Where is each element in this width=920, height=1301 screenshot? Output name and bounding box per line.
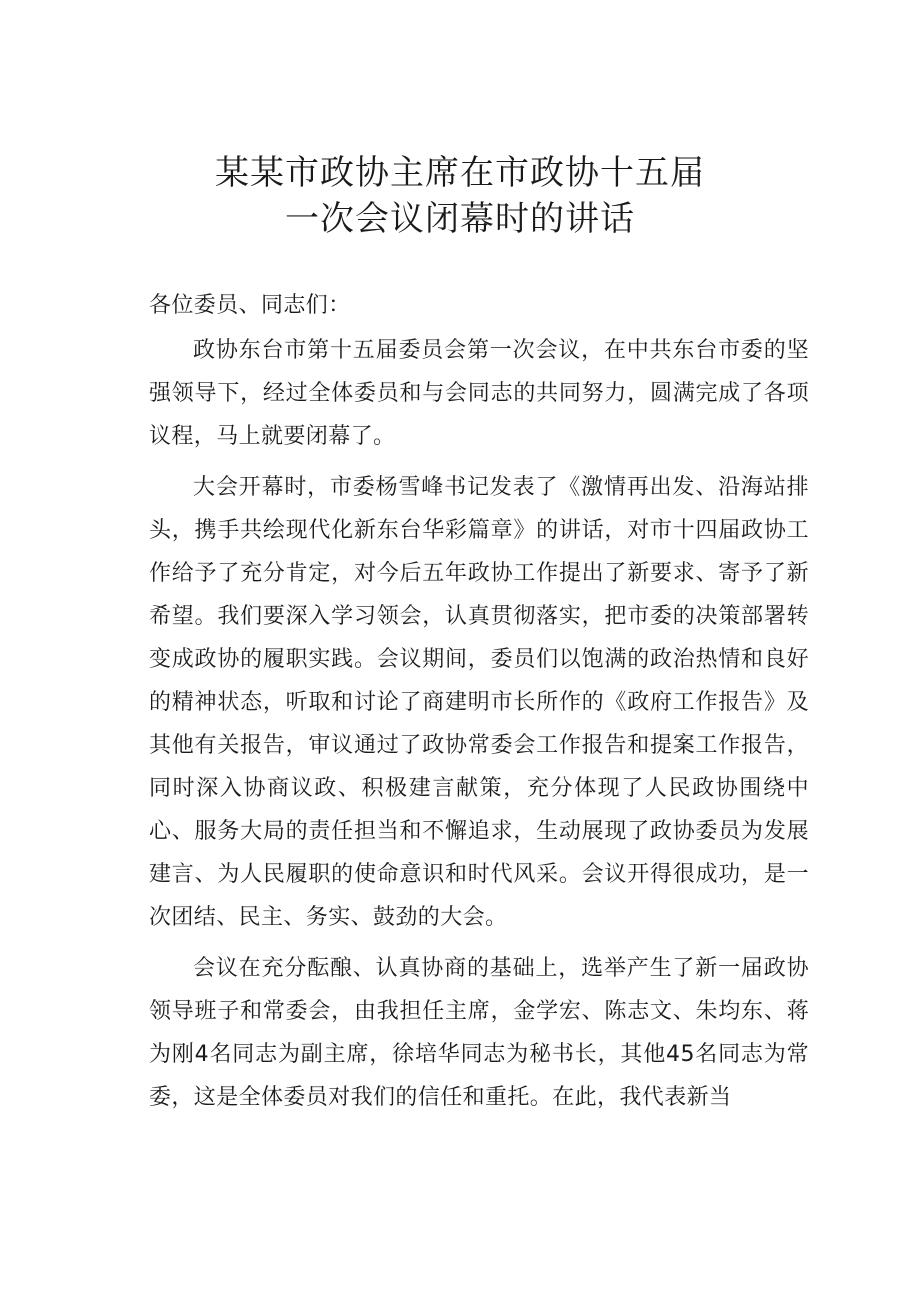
document-title	[0, 150, 920, 242]
document-body	[149, 284, 809, 1127]
salutation: 各位委员、同志们：	[149, 293, 351, 318]
title-line-2: 一次会议闭幕时的讲话	[285, 199, 635, 239]
title-line-1: 某某市政协主席在市政协十五届	[215, 153, 705, 193]
paragraph-1: 政协东台市第十五届委员会第一次会议，在中共东台市委的坚强领导下，经过全体委员和与会同志的共同努力，圆满完成了各项议程，马上就要闭幕了。	[149, 338, 809, 449]
paragraph-3: 会议在充分酝酿、认真协商的基础上，选举产生了新一届政协领导班子和常委会，由我担任主席，金学宏、陈志文、朱均东、蒋为刚4名同志为副主席，徐培华同志为秘书长，其他45名同志为常委，这是全体委员对我们的信任和重托。在此，我代表新当	[149, 956, 809, 1110]
paragraph-2: 大会开幕时，市委杨雪峰书记发表了《激情再出发、沿海站排头，携手共绘现代化新东台华彩篇章》的讲话，对市十四届政协工作给予了充分肯定，对今后五年政协工作提出了新要求、寄予了新希望。我们要深入学习领会，认真贯彻落实，把市委的决策部署转变成政协的履职实践。会议期间，委员们以饱满的政治热情和良好的精神状态，听取和讨论了商建明市长所作的《政府工作报告》及其他有关报告，审议通过了政协常委会工作报告和提案工作报告，同时深入协商议政、积极建言献策，充分体现了人民政协围绕中心、服务大局的责任担当和不懈追求，生动展现了政协委员为发展建言、为人民履职的使命意识和时代风采。会议开得很成功，是一次团结、民主、务实、鼓劲的大会。	[149, 475, 809, 930]
